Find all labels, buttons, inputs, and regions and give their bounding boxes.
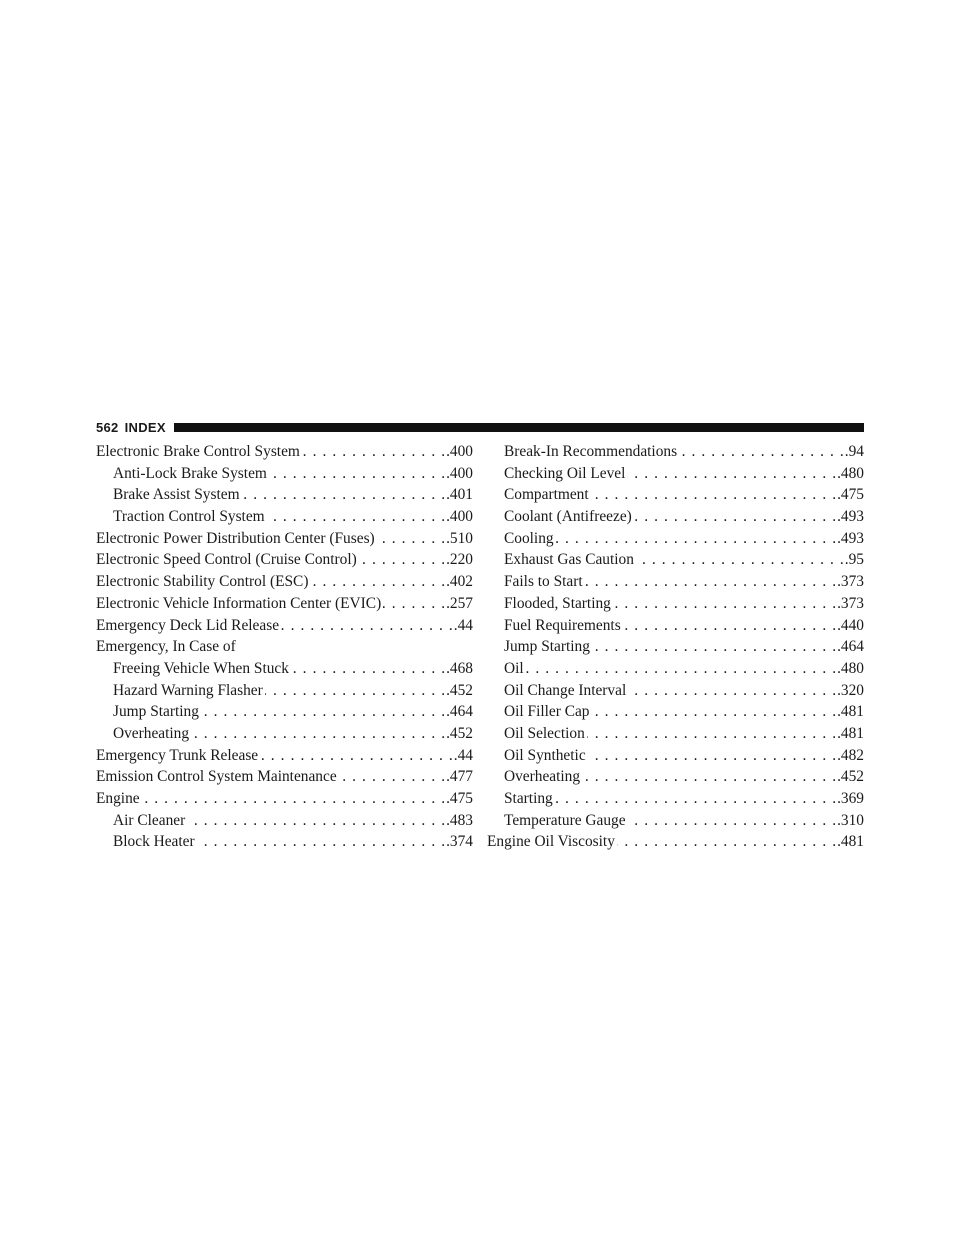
index-entry [487, 745, 864, 767]
index-entry [96, 810, 473, 832]
index-entry-label: Compartment [504, 486, 589, 504]
index-entry-label: Oil Synthetic [504, 746, 586, 764]
index-entry [96, 658, 473, 680]
index-entry-page: .477 [446, 768, 473, 786]
index-entry [96, 701, 473, 723]
index-entry-page: .44 [453, 616, 473, 634]
dot-leader [634, 506, 836, 528]
index-entry [96, 831, 473, 853]
dot-leader [526, 658, 836, 680]
index-entry-label: Cooling [504, 529, 554, 547]
index-entry [487, 615, 864, 637]
dot-leader [383, 593, 445, 615]
dot-leader [556, 528, 836, 550]
index-entry-label: Electronic Speed Control (Cruise Control) [96, 551, 357, 569]
index-entry [487, 463, 864, 485]
dot-leader [269, 463, 445, 485]
dot-leader [592, 701, 837, 723]
index-entry-page: .440 [837, 616, 864, 634]
index-entry [487, 636, 864, 658]
dot-leader [260, 745, 453, 767]
index-entry-label: Oil [504, 659, 524, 677]
index-entry-page: .310 [837, 811, 864, 829]
index-entry-page: .480 [837, 659, 864, 677]
index-entry-label: Checking Oil Level [504, 464, 626, 482]
index-entry-label: Brake Assist System [113, 486, 240, 504]
index-entry-label: Anti-Lock Brake System [113, 464, 267, 482]
dot-leader [265, 680, 445, 702]
index-entry-page: .257 [446, 594, 473, 612]
dot-leader [201, 701, 445, 723]
header-rule [174, 423, 864, 432]
index-entry-page: .373 [837, 594, 864, 612]
index-entry [96, 788, 473, 810]
index-entry-label: Electronic Power Distribution Center (Fuses) [96, 529, 375, 547]
dot-leader [377, 528, 445, 550]
index-entry-page: .400 [446, 443, 473, 460]
index-entry-label: Block Heater [113, 833, 195, 851]
index-entry-label: Emergency Deck Lid Release [96, 616, 280, 634]
index-entry-label: Break-In Recommendations [504, 443, 678, 460]
dot-leader [588, 745, 836, 767]
index-entry [487, 810, 864, 832]
index-entry-page: .480 [837, 464, 864, 482]
index-entry [487, 831, 864, 853]
index-entry-page: .374 [446, 833, 473, 851]
index-entry-label: Overheating [113, 724, 190, 742]
index-entry [487, 723, 864, 745]
index-entry-page: .493 [837, 508, 864, 526]
index-entry-page: .482 [837, 746, 864, 764]
index-entry-page: .400 [446, 464, 473, 482]
index-entry [487, 701, 864, 723]
index-entry [96, 528, 473, 550]
index-entry [487, 766, 864, 788]
dot-leader [636, 549, 844, 571]
dot-leader [142, 788, 445, 810]
dot-leader [627, 463, 836, 485]
dot-leader [281, 615, 453, 637]
dot-leader [587, 723, 836, 745]
dot-leader [242, 484, 446, 506]
index-entry-label: Emission Control System Maintenance [96, 768, 337, 786]
dot-leader [617, 831, 836, 853]
index-entry-label: Exhaust Gas Caution [504, 551, 634, 569]
dot-leader [197, 831, 445, 853]
index-entry-page: .400 [446, 508, 473, 526]
index-entry [487, 528, 864, 550]
index-entry-page: .95 [844, 551, 864, 569]
index-entry-page: .481 [837, 724, 864, 742]
index-entry [96, 680, 473, 702]
index-entry-label: Electronic Brake Control System [96, 443, 300, 460]
dot-leader [591, 484, 836, 506]
index-entry-page: .481 [837, 703, 864, 721]
index-entry-label: Air Cleaner [113, 811, 186, 829]
dot-leader [592, 636, 836, 658]
index-entry-label: Freeing Vehicle When Stuck [113, 659, 289, 677]
index-entry [487, 658, 864, 680]
index-entry [487, 506, 864, 528]
index-entry [487, 571, 864, 593]
index-entry-page: .402 [446, 573, 473, 591]
dot-leader [359, 549, 445, 571]
index-entry [487, 484, 864, 506]
index-entry [487, 788, 864, 810]
index-entry-label: Oil Selection [504, 724, 585, 742]
index-entry-label: Jump Starting [113, 703, 199, 721]
dot-leader [585, 571, 836, 593]
index-entry [96, 766, 473, 788]
index-entry-label: Oil Filler Cap [504, 703, 590, 721]
index-entry-label: Engine Oil Viscosity [487, 833, 615, 851]
index-entry-label: Jump Starting [504, 638, 590, 656]
dot-leader [613, 593, 836, 615]
index-entry-page: .510 [446, 529, 473, 547]
dot-leader [582, 766, 836, 788]
index-entry-label: Hazard Warning Flasher [113, 681, 263, 699]
index-entry-label: Electronic Stability Control (ESC) [96, 573, 309, 591]
index-entry-page: .475 [446, 790, 473, 807]
section-title: INDEX [124, 419, 166, 435]
index-entry-label: Fails to Start [504, 573, 583, 591]
index-entry-label: Traction Control System [113, 508, 265, 526]
index-entry-label: Temperature Gauge [504, 811, 626, 829]
dot-leader [291, 658, 445, 680]
index-entry-page: .464 [837, 638, 864, 656]
page-number: 562 [96, 419, 119, 435]
index-entry [487, 593, 864, 615]
index-column-left [96, 441, 473, 853]
dot-leader [310, 571, 445, 593]
index-entry-label: Emergency Trunk Release [96, 746, 259, 764]
index-entry [96, 593, 473, 615]
index-entry [487, 441, 864, 463]
index-entry-label: Overheating [504, 768, 581, 786]
dot-leader [187, 810, 445, 832]
dot-leader [628, 680, 836, 702]
index-entry-label: Starting [504, 790, 553, 807]
page-header [96, 416, 864, 438]
dot-leader [623, 615, 836, 637]
dot-leader [191, 723, 445, 745]
index-entry [96, 441, 473, 463]
index-entry [487, 549, 864, 571]
index-entry-label: Electronic Vehicle Information Center (EVIC) [96, 594, 382, 612]
index-entry [96, 636, 473, 658]
index-entry-label: Coolant (Antifreeze) [504, 508, 632, 526]
index-entry-page: .493 [837, 529, 864, 547]
dot-leader [555, 788, 836, 810]
index-entry [96, 484, 473, 506]
index-entry-page: .401 [446, 486, 473, 504]
dot-leader [339, 766, 445, 788]
index-entry [96, 615, 473, 637]
index-entry-page: .475 [837, 486, 864, 504]
index-entry-page: .483 [446, 811, 473, 829]
index-entry-page: .452 [837, 768, 864, 786]
index-entry [96, 571, 473, 593]
index-entry-page: .320 [837, 681, 864, 699]
index-entry-page: .220 [446, 551, 473, 569]
index-entry [96, 549, 473, 571]
index-entry [96, 463, 473, 485]
index-entry [96, 745, 473, 767]
index-entry-label: Oil Change Interval [504, 681, 627, 699]
dot-leader [679, 441, 844, 463]
index-entry-page: .452 [446, 681, 473, 699]
index-entry-page: .44 [453, 746, 473, 764]
index-entry-page: .369 [837, 790, 864, 807]
index-entry-page: .452 [446, 724, 473, 742]
dot-leader [267, 506, 445, 528]
dot-leader [628, 810, 837, 832]
index-entry-page: .481 [837, 833, 864, 851]
dot-leader [302, 441, 445, 463]
index-column-right [487, 441, 864, 853]
index-entry-label: Emergency, In Case of [96, 638, 236, 656]
index-entry [96, 723, 473, 745]
index-entry-page: .94 [844, 443, 864, 460]
index-entry-page: .373 [837, 573, 864, 591]
index-entry-label: Flooded, Starting [504, 594, 611, 612]
index-entry-label: Engine [96, 790, 140, 807]
index-entry-page: .464 [446, 703, 473, 721]
index-entry-label: Fuel Requirements [504, 616, 621, 634]
index-entry [96, 506, 473, 528]
index-entry-page: .468 [446, 659, 473, 677]
index-entry [487, 680, 864, 702]
